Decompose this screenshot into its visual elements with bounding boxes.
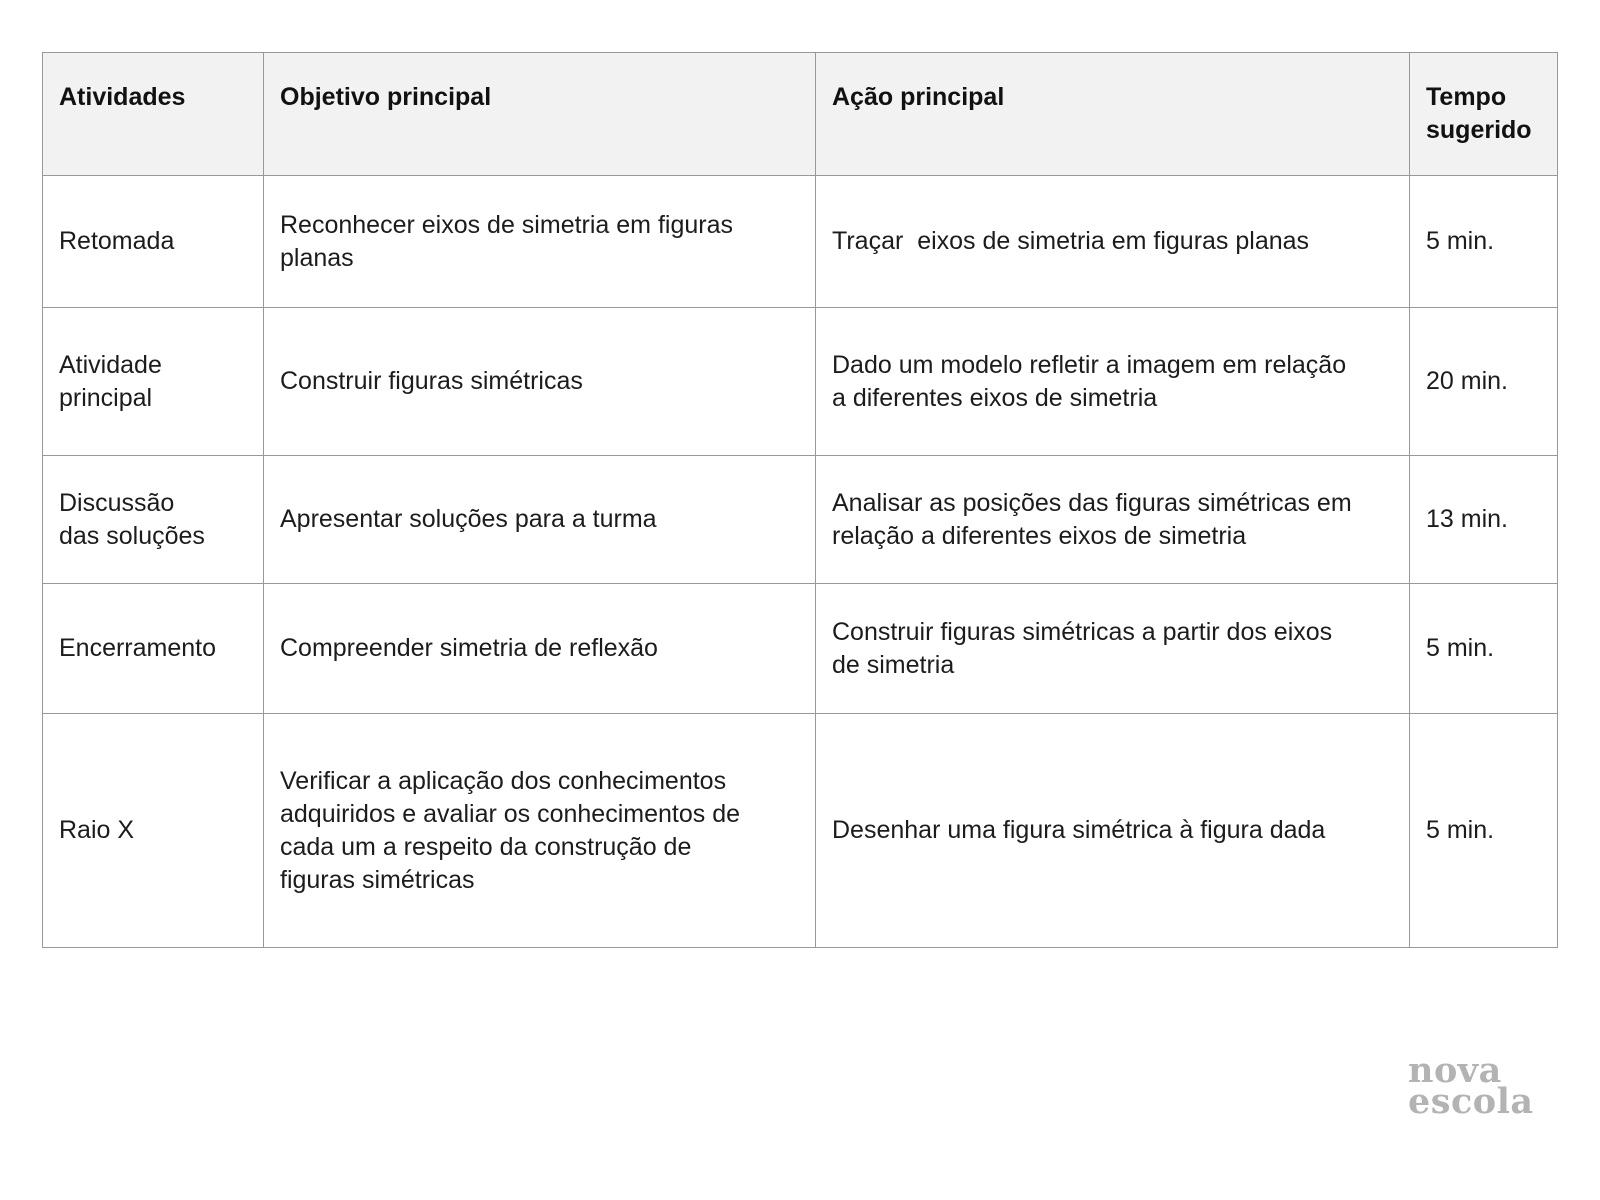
cell-tempo-sugerido: 5 min. <box>1410 714 1558 948</box>
cell-acao-principal: Dado um modelo refletir a imagem em relação a diferentes eixos de simetria <box>816 308 1410 456</box>
column-header-acao-principal: Ação principal <box>816 53 1410 176</box>
nova-escola-logo <box>1408 1050 1534 1122</box>
cell-acao-principal: Traçar eixos de simetria em figuras planas <box>816 176 1410 308</box>
logo-line-escola: escola <box>1408 1080 1534 1122</box>
cell-atividade: Raio X <box>43 714 264 948</box>
cell-acao-principal: Construir figuras simétricas a partir dos eixos de simetria <box>816 584 1410 714</box>
cell-atividade: Encerramento <box>43 584 264 714</box>
column-header-atividades: Atividades <box>43 53 264 176</box>
cell-objetivo-principal: Apresentar soluções para a turma <box>264 456 816 584</box>
cell-acao-principal: Desenhar uma figura simétrica à figura dada <box>816 714 1410 948</box>
cell-tempo-sugerido: 5 min. <box>1410 584 1558 714</box>
column-header-tempo-sugerido: Tempo sugerido <box>1410 53 1558 176</box>
cell-tempo-sugerido: 20 min. <box>1410 308 1558 456</box>
logo-line-nova: nova <box>1408 1050 1502 1091</box>
cell-objetivo-principal: Compreender simetria de reflexão <box>264 584 816 714</box>
lesson-plan-table <box>42 52 1558 948</box>
cell-tempo-sugerido: 5 min. <box>1410 176 1558 308</box>
cell-tempo-sugerido: 13 min. <box>1410 456 1558 584</box>
table-row <box>43 714 1558 948</box>
cell-atividade: Retomada <box>43 176 264 308</box>
cell-atividade: Discussão das soluções <box>43 456 264 584</box>
column-header-objetivo-principal: Objetivo principal <box>264 53 816 176</box>
table-row <box>43 456 1558 584</box>
cell-acao-principal: Analisar as posições das figuras simétricas em relação a diferentes eixos de simetria <box>816 456 1410 584</box>
cell-objetivo-principal: Reconhecer eixos de simetria em figuras planas <box>264 176 816 308</box>
table-row <box>43 176 1558 308</box>
cell-objetivo-principal: Construir figuras simétricas <box>264 308 816 456</box>
cell-atividade: Atividade principal <box>43 308 264 456</box>
table-header-row <box>43 53 1558 176</box>
table-row <box>43 308 1558 456</box>
table-row <box>43 584 1558 714</box>
table-body <box>43 176 1558 948</box>
cell-objetivo-principal: Verificar a aplicação dos conhecimentos adquiridos e avaliar os conhecimentos de cada um a respeito da construção de figuras simétricas <box>264 714 816 948</box>
